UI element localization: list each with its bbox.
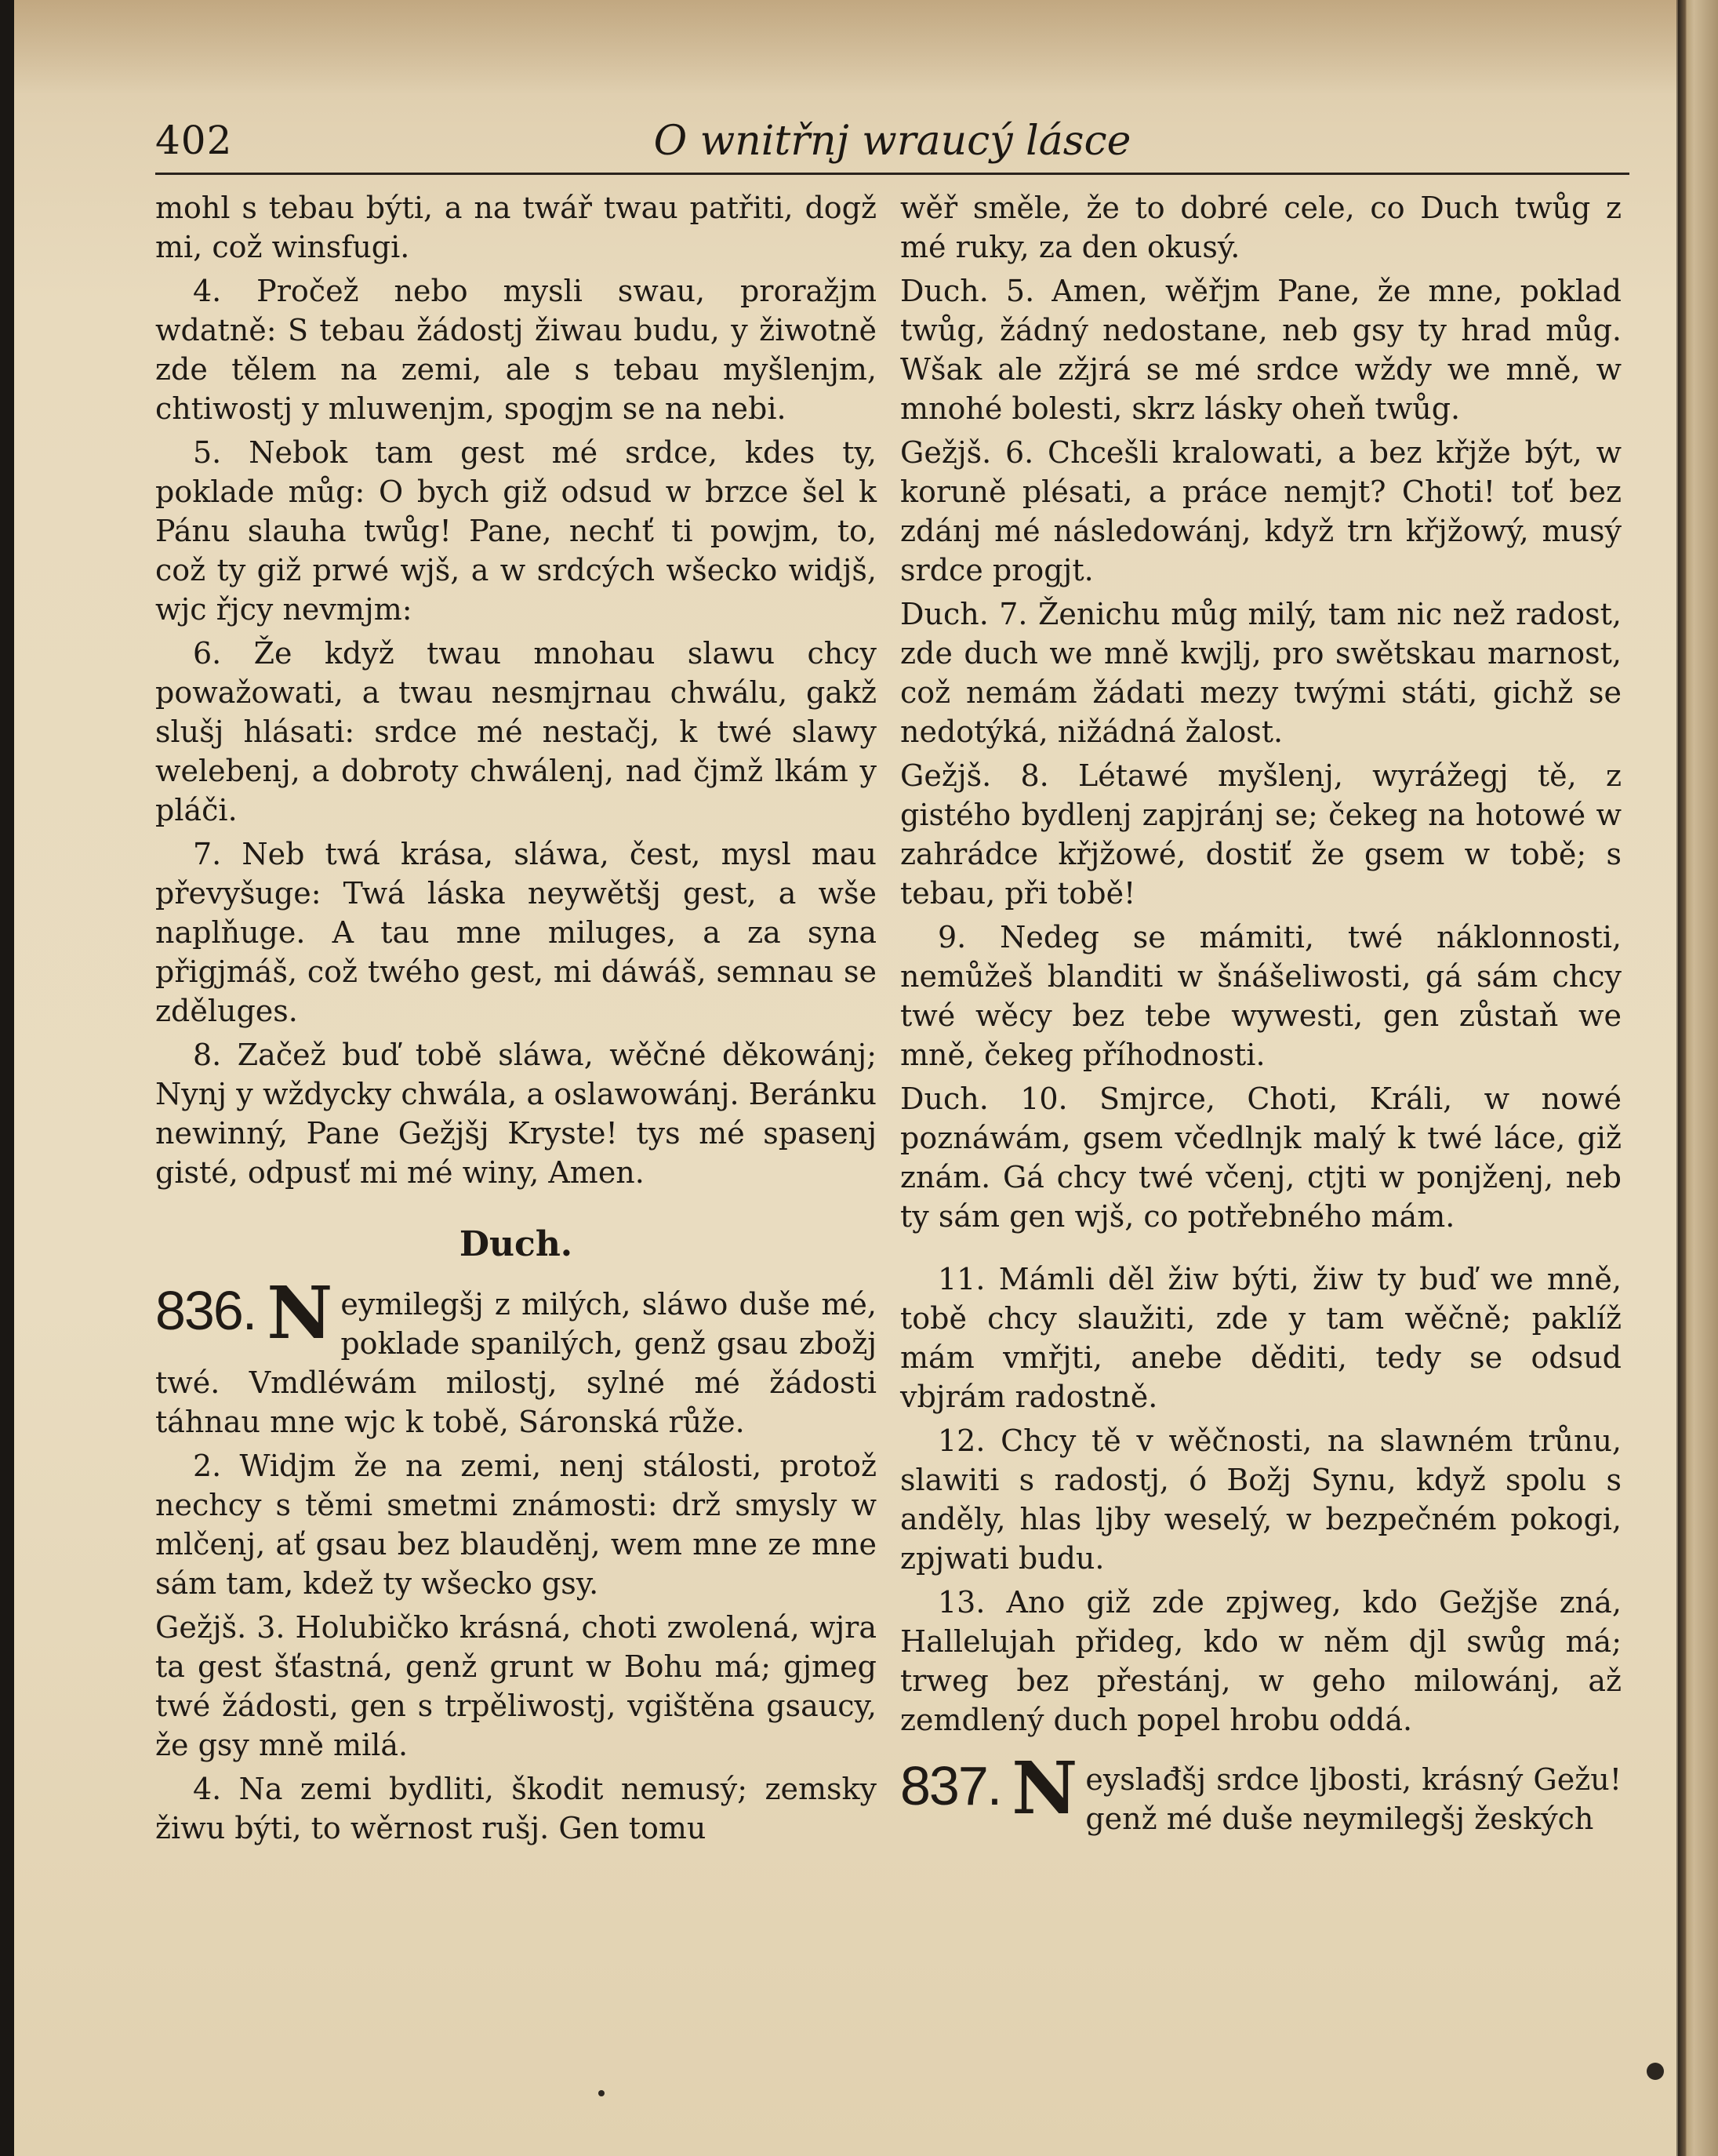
paragraph: 11. Mámli děl žiw býti, žiw ty buď we mně, tobě chcy slaužiti, zde y tam wěčně; paklíž mám vmřjti, anebe děditi, tedy se odsud vbjrám radostně.	[900, 1262, 1622, 1414]
paragraph: mohl s tebau býti, a na twář twau patřiti, dogž mi, což winsfugi.	[155, 191, 877, 264]
paragraph: 4. Na zemi bydliti, škodit nemusý; zemsky žiwu býti, to wěrnost rušj. Gen tomu	[155, 1772, 877, 1845]
paragraph: Duch. 5. Amen, wěřjm Pane, že mne, poklad twůg, žádný nedostane, neb gsy ty hrad můg. Wšak ale zžjrá se mé srdce wždy we mně, w mnohé bolesti, skrz lásky oheň twůg.	[900, 274, 1622, 426]
section-heading: Duch.	[459, 1224, 573, 1264]
paragraph: Gežjš. 8. Létawé myšlenj, wyrážegj tě, z gistého bydlenj zapjránj se; čekeg na hotowé w zahrádce křjžowé, dostiť že gsem w tobě; s tebau, při tobě!	[900, 758, 1622, 911]
ink-spot	[598, 2090, 605, 2096]
page-number: 402	[155, 118, 233, 163]
binding-hole-dot	[1647, 2063, 1664, 2080]
paragraph: 6. Že když twau mnohau slawu chcy powažowati, a twau nesmjrnau chwálu, gakž slušj hlásati: srdce mé nestačj, k twé slawy welebenj, a dobroty chwálenj, nad čjmž lkám y pláči.	[155, 636, 877, 827]
paragraph: 8. Začež buď tobě sláwa, wěčné děkowánj; Nynj y wždycky chwála, a oslawowánj. Beránku newinný, Pane Gežjšj Kryste! tys mé spasenj gisté, odpusť mi mé winy, Amen.	[155, 1038, 877, 1190]
left-column	[155, 188, 877, 1852]
running-title: O wnitřnj wraucý lásce	[653, 118, 1131, 165]
hymn-836	[155, 1285, 877, 1442]
paragraph: 9. Nedeg se mámiti, twé náklonnosti, nemůžeš blanditi w šnášeliwosti, gá sám chcy twé wěcy bez tebe wywesti, gen zůstaň we mně, čekeg příhodnosti.	[900, 920, 1622, 1072]
hymn-number: 837.	[900, 1760, 1001, 1816]
drop-cap: N	[267, 1285, 333, 1355]
paragraph: 13. Ano giž zde zpjweg, kdo Gežjše zná, Hallelujah přideg, kdo w něm djl swůg má; trweg bez přestánj, w geho milowánj, až zemdlený duch popel hrobu oddá.	[900, 1585, 1622, 1737]
paragraph: Duch. 7. Ženichu můg milý, tam nic než radost, zde duch we mně kwjlj, pro swětskau marnost, což nemám žádati mezy twými státi, gichž se nedotýká, nižádná žalost.	[900, 597, 1622, 749]
paragraph: wěř směle, že to dobré cele, co Duch twůg z mé ruky, za den okusý.	[900, 191, 1622, 264]
hymn-837	[900, 1760, 1622, 1838]
paragraph: 2. Widjm že na zemi, nenj stálosti, protož nechcy s těmi smetmi známosti: drž smysly w mlčenj, ať gsau bez blauděnj, wem mne ze mne sám tam, kdež ty wšecko gsy.	[155, 1449, 877, 1601]
paragraph: 4. Pročež nebo mysli swau, proražjm wdatně: S tebau žádostj žiwau budu, y žiwotně zde tělem na zemi, ale s tebau myšlenjm, chtiwostj y mluwenjm, spogjm se na nebi.	[155, 274, 877, 426]
next-page-edge	[1678, 0, 1718, 2156]
book-page	[14, 0, 1692, 2156]
hymn-number: 836.	[155, 1285, 256, 1341]
paragraph: Gežjš. 3. Holubičko krásná, choti zwolená, wjra ta gest šťastná, genž grunt w Bohu má; gjmeg twé žádosti, gen s trpěliwostj, vgištěna gsaucy, že gsy mně milá.	[155, 1610, 877, 1762]
drop-cap: N	[1012, 1760, 1078, 1831]
right-column	[900, 188, 1622, 1843]
page-header	[155, 118, 1629, 175]
hymn-first-verse: eyslađšj srdce ljbosti, krásný Gežu! genž mé duše neymilegšj žeských	[1085, 1762, 1622, 1836]
paragraph: 12. Chcy tě v wěčnosti, na slawném trůnu, slawiti s radostj, ó Božj Synu, když spolu s anděly, hlas ljby weselý, w bezpečném pokogi, zpjwati budu.	[900, 1423, 1622, 1576]
paragraph: Duch. 10. Smjrce, Choti, Králi, w nowé poznáwám, gsem včedlnjk malý k twé láce, giž znám. Gá chcy twé včenj, ctjti w ponjženj, neb ty sám gen wjš, co potřebného mám.	[900, 1082, 1622, 1234]
hymn-first-verse: eymilegšj z milých, sláwo duše mé, poklade spanilých, genž gsau zbožj twé. Vmdléwám milostj, sylné mé žádosti táhnau mne wjc k tobě, Sáronská růže.	[155, 1287, 877, 1439]
paragraph: Gežjš. 6. Chcešli kralowati, a bez křjže být, w koruně plésati, a práce nemjt? Choti! toť bez zdánj mé následowánj, když trn křjžowý, musý srdce progjt.	[900, 435, 1622, 587]
paragraph: 5. Nebok tam gest mé srdce, kdes ty, poklade můg: O bych giž odsud w brzce šel k Pánu slauha twůg! Pane, nechť ti powjm, to, což ty giž prwé wjš, a w srdcých wšecko widjš, wjc řjcy nevmjm:	[155, 435, 877, 627]
paragraph: 7. Neb twá krása, sláwa, čest, mysl mau převyšuge: Twá láska neywětšj gest, a wše naplňuge. A tau mne miluges, a za syna přigjmáš, což twého gest, mi dáwáš, semnau se zděluges.	[155, 837, 877, 1028]
